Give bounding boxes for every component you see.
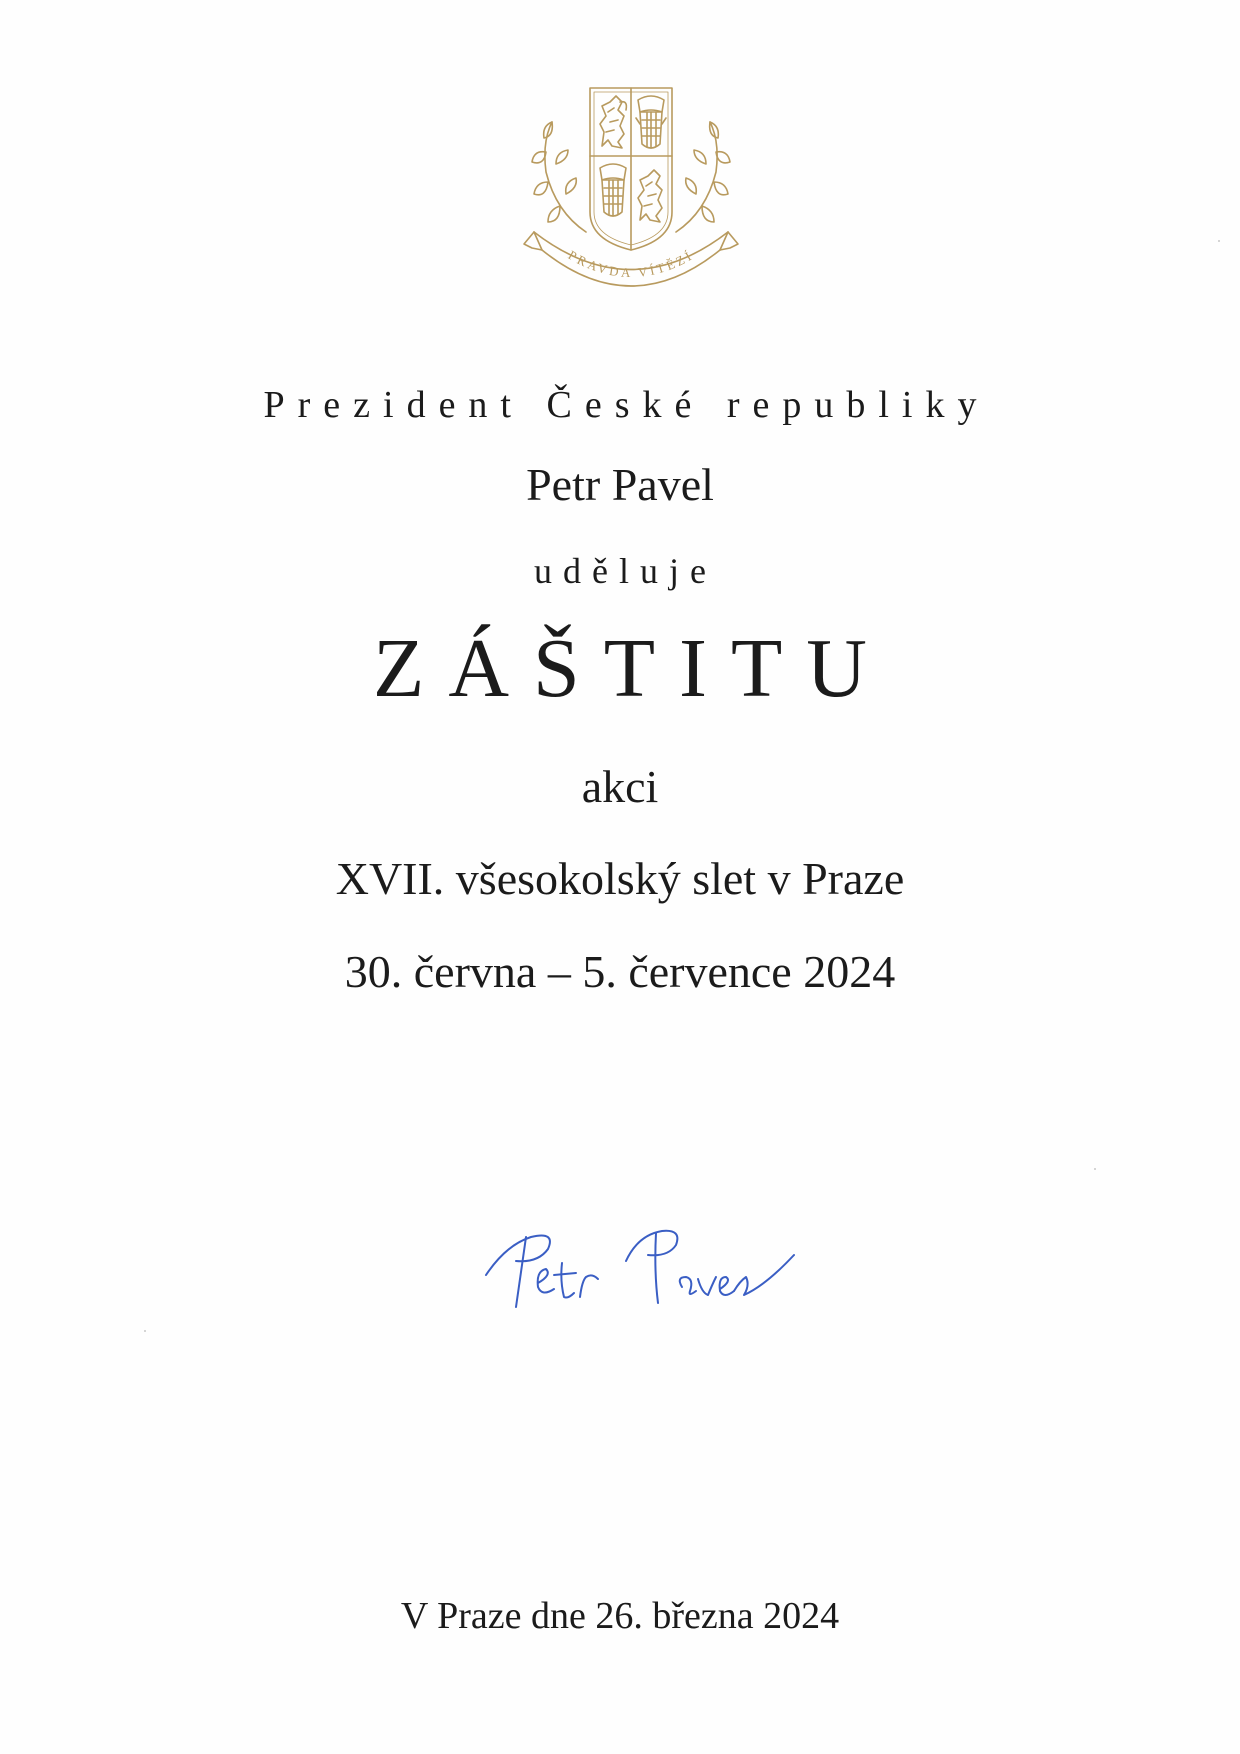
patronage-headline: ZÁŠTITU <box>373 622 891 715</box>
event-dates: 30. června – 5. července 2024 <box>344 946 896 997</box>
place-and-date: V Praze dne 26. března 2024 <box>400 1595 840 1637</box>
scan-speck <box>1094 1168 1096 1170</box>
event-label: akci <box>581 761 659 812</box>
president-name: Petr Pavel <box>526 459 714 510</box>
motto-text: PRAVDA VÍTĚZÍ <box>565 247 697 281</box>
state-coat-of-arms-icon <box>516 82 748 304</box>
scan-speck <box>1218 240 1220 242</box>
event-name: XVII. všesokolský slet v Praze <box>335 853 905 904</box>
scan-speck <box>144 1330 146 1332</box>
issuer-title: Prezident České republiky <box>263 384 990 426</box>
handwritten-signature <box>476 1215 806 1320</box>
svg-text:PRAVDA VÍTĚZÍ <box>566 247 697 280</box>
grant-verb: uděluje <box>534 551 717 591</box>
